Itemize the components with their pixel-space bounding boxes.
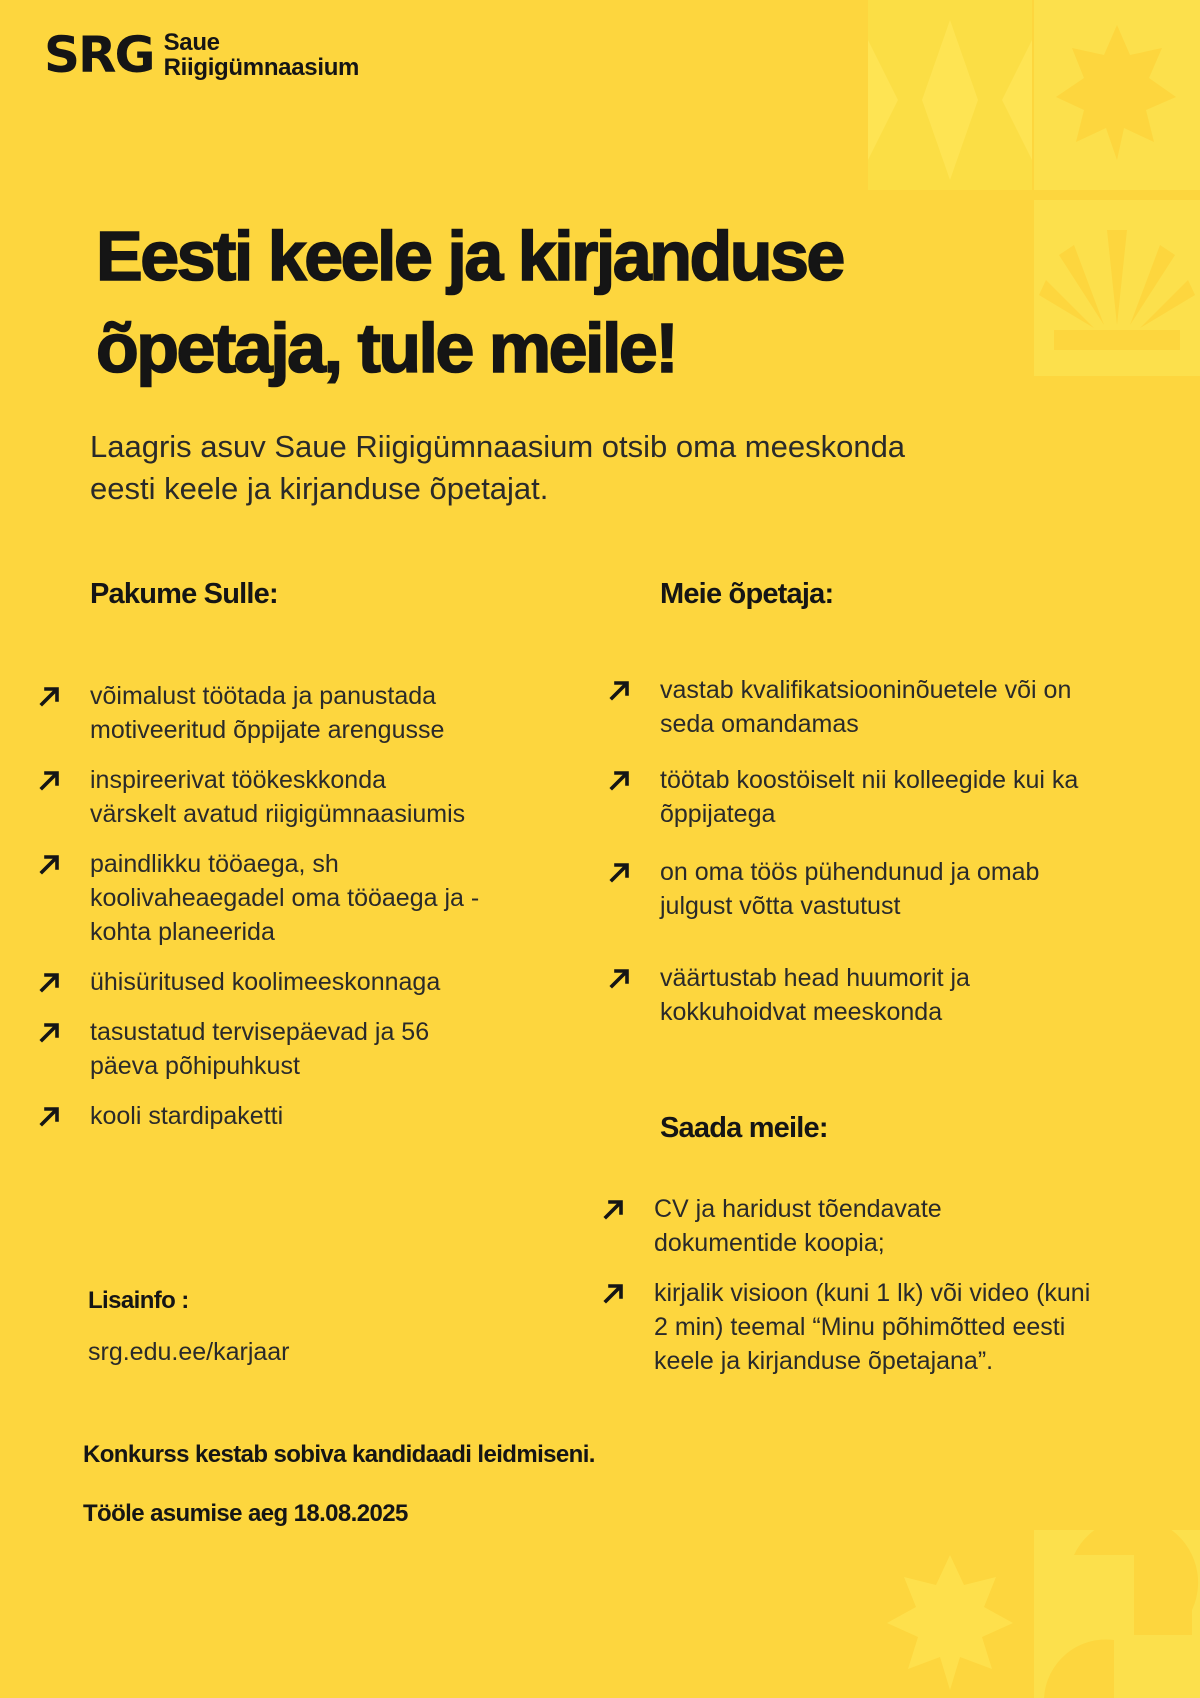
offer-list-item xyxy=(90,965,610,999)
send-item-line: keele ja kirjanduse õpetajana”. xyxy=(654,1347,994,1375)
offer-list-item xyxy=(90,679,610,747)
offer-item-line: värskelt avatud riigigümnaasiumis xyxy=(90,800,466,828)
logo-line-1: Saue xyxy=(163,29,220,56)
arrow-up-right-icon xyxy=(38,684,62,708)
arrow-up-right-icon xyxy=(602,1281,626,1305)
offer-list xyxy=(90,679,610,1133)
intro-text xyxy=(90,426,1120,510)
offer-heading: Pakume Sulle: xyxy=(90,578,278,610)
offer-item-line: päeva põhipuhkust xyxy=(90,1052,300,1080)
send-list-item xyxy=(654,1192,1174,1260)
offer-item-line: koolivaheaegadel oma tööaega ja - xyxy=(90,884,480,912)
decor-tile-top-right xyxy=(1034,0,1200,190)
offer-item-line: kohta planeerida xyxy=(90,918,275,946)
send-heading: Saada meile: xyxy=(660,1112,828,1144)
logo-line-2: Riigigümnaasium xyxy=(163,54,360,81)
teacher-list-item xyxy=(660,673,1180,741)
offer-item-line: ühisüritused koolimeeskonnaga xyxy=(90,968,441,996)
teacher-item-line: kokkuhoidvat meeskonda xyxy=(660,998,943,1026)
title-line-2: õpetaja, tule meile! xyxy=(96,309,677,387)
offer-item-line: tasustatud tervisepäevad ja 56 xyxy=(90,1018,430,1046)
arrow-up-right-icon xyxy=(38,970,62,994)
arrow-up-right-icon xyxy=(608,966,632,990)
school-logo[interactable] xyxy=(44,26,360,84)
teacher-item-line: väärtustab head huumorit ja xyxy=(660,964,970,992)
send-list xyxy=(654,1192,1174,1378)
offer-list-item xyxy=(90,1015,610,1083)
offer-item-line: motiveeritud õppijate arengusse xyxy=(90,716,445,744)
teacher-list-item xyxy=(660,763,1180,831)
teacher-list xyxy=(660,673,1180,1029)
competition-note: Konkurss kestab sobiva kandidaadi leidmiseni. xyxy=(83,1441,595,1468)
offer-item-line: paindlikku tööaega, sh xyxy=(90,850,339,878)
title-line-1: Eesti keele ja kirjanduse xyxy=(96,217,843,295)
arrow-up-right-icon xyxy=(608,678,632,702)
send-item-line: 2 min) teemal “Minu põhimõtted eesti xyxy=(654,1313,1066,1341)
offer-item-line: inspireerivat töökeskkonda xyxy=(90,766,386,794)
send-item-line: kirjalik visioon (kuni 1 lk) või video (kuni xyxy=(654,1279,1091,1307)
arrow-up-right-icon xyxy=(608,860,632,884)
decor-tile-sunburst xyxy=(1034,200,1200,376)
offer-list-item xyxy=(90,847,610,949)
decor-tile-top-left xyxy=(868,0,1032,190)
teacher-heading: Meie õpetaja: xyxy=(660,578,834,610)
page-title xyxy=(96,210,843,394)
intro-line-1: Laagris asuv Saue Riigigümnaasium otsib oma meeskonda xyxy=(90,429,906,464)
info-label: Lisainfo : xyxy=(88,1287,189,1314)
send-item-line: CV ja haridust tõendavate xyxy=(654,1195,942,1223)
arrow-up-right-icon xyxy=(608,768,632,792)
teacher-list-item xyxy=(660,961,1180,1029)
send-item-line: dokumentide koopia; xyxy=(654,1229,885,1257)
arrow-up-right-icon xyxy=(38,768,62,792)
offer-item-line: võimalust töötada ja panustada xyxy=(90,682,437,710)
teacher-item-line: on oma töös pühendunud ja omab xyxy=(660,858,1040,886)
arrow-up-right-icon xyxy=(38,1020,62,1044)
offer-list-item xyxy=(90,1099,610,1133)
offer-list-item xyxy=(90,763,610,831)
info-link[interactable]: srg.edu.ee/karjaar xyxy=(88,1338,290,1366)
start-date: Tööle asumise aeg 18.08.2025 xyxy=(83,1500,408,1527)
intro-line-2: eesti keele ja kirjanduse õpetajat. xyxy=(90,471,549,506)
teacher-list-item xyxy=(660,855,1180,923)
decor-tile-bottom-right xyxy=(1034,1530,1200,1698)
arrow-up-right-icon xyxy=(38,1104,62,1128)
send-list-item xyxy=(654,1276,1174,1378)
teacher-item-line: julgust võtta vastutust xyxy=(660,892,901,920)
teacher-item-line: õppijatega xyxy=(660,800,776,828)
teacher-item-line: vastab kvalifikatsiooninõuetele või on xyxy=(660,676,1072,704)
arrow-up-right-icon xyxy=(602,1197,626,1221)
logo-mark: SRG xyxy=(44,26,154,84)
teacher-item-line: seda omandamas xyxy=(660,710,859,738)
offer-item-line: kooli stardipaketti xyxy=(90,1102,284,1130)
logo-text xyxy=(164,30,360,80)
teacher-item-line: töötab koostöiselt nii kolleegide kui ka xyxy=(660,766,1079,794)
decor-tile-bottom-sun xyxy=(868,1535,1032,1698)
arrow-up-right-icon xyxy=(38,852,62,876)
